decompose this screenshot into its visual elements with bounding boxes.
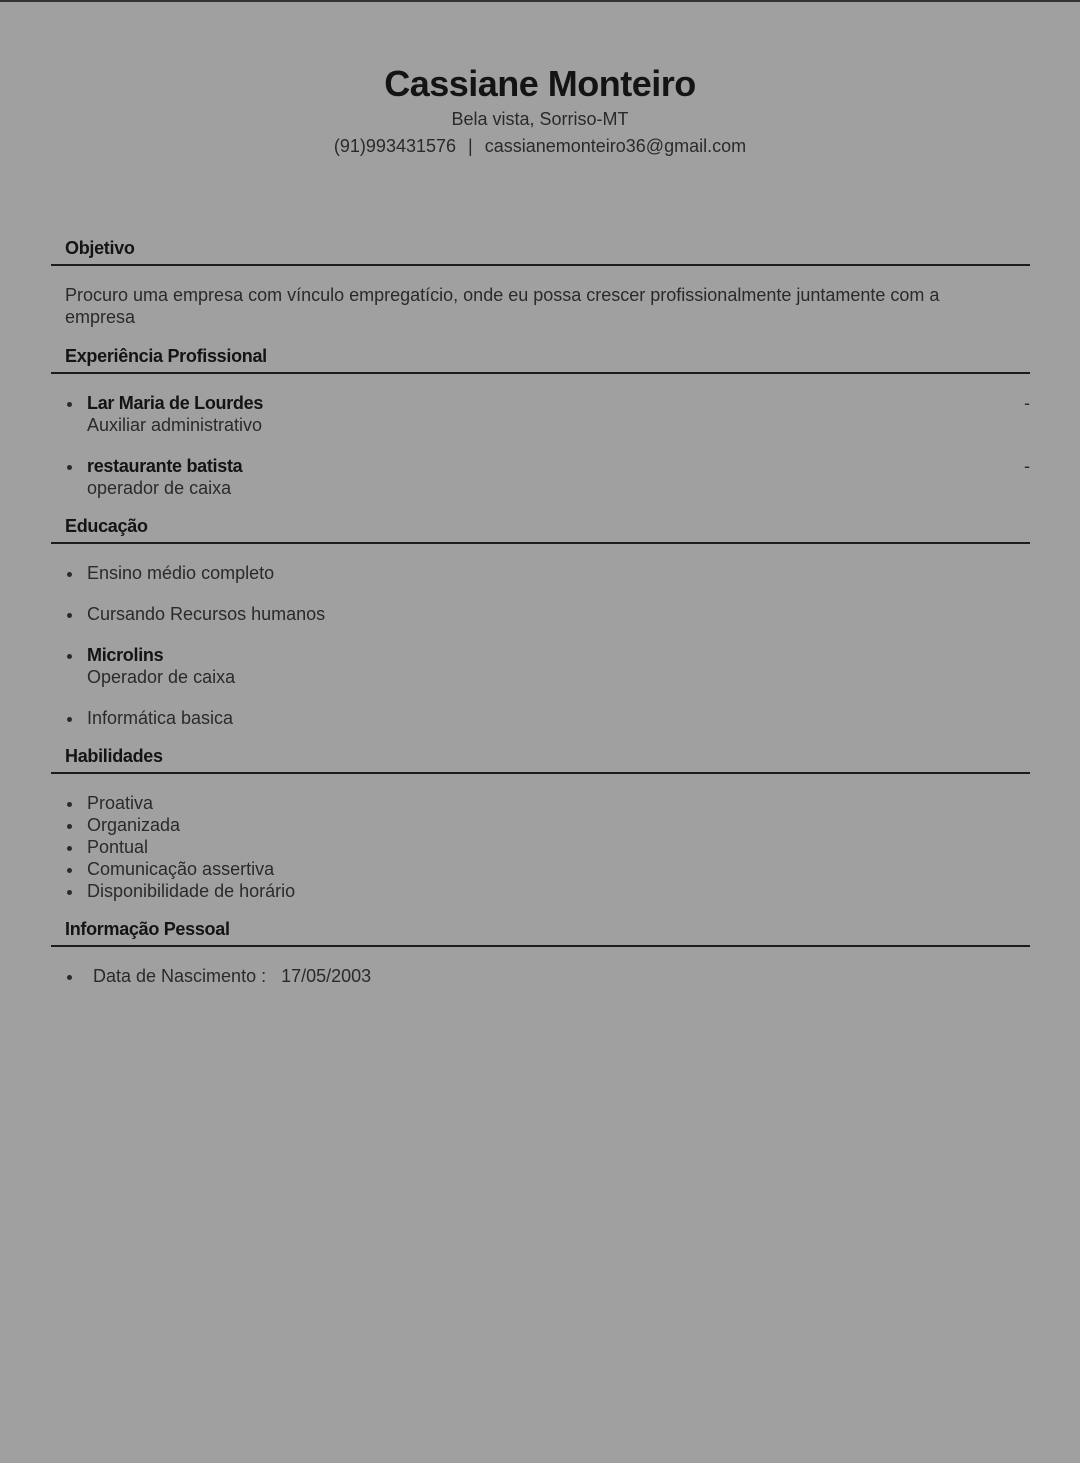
skill-text: Proativa [87, 793, 154, 813]
education-item [65, 562, 1030, 584]
skill-item [65, 858, 1030, 880]
bullet-icon [67, 654, 72, 659]
top-border [0, 0, 1080, 2]
skill-item [65, 814, 1030, 836]
email-address: cassianemonteiro36@gmail.com [484, 136, 747, 156]
section-title-experience: Experiência Profissional [51, 343, 1030, 374]
experience-item [65, 392, 1030, 436]
experience-section [51, 343, 1030, 499]
candidate-name: Cassiane Monteiro [384, 63, 696, 104]
objective-text: Procuro uma empresa com vínculo empregatício, onde eu possa crescer profissionalmente juntamente com a empresa [65, 285, 940, 327]
personal-info-section [51, 916, 1030, 987]
bullet-icon [67, 465, 72, 470]
bullet-icon [67, 868, 72, 873]
skills-section [51, 743, 1030, 902]
skill-item [65, 836, 1030, 858]
skill-text: Pontual [87, 837, 149, 857]
birthdate-label: Data de Nascimento : [93, 966, 267, 986]
experience-dates: - [1024, 456, 1030, 476]
experience-role: operador de caixa [87, 478, 232, 498]
experience-item [65, 455, 1030, 499]
section-title-objective: Objetivo [51, 235, 1030, 266]
experience-dates: - [1024, 393, 1030, 413]
education-item [65, 603, 1030, 625]
bullet-icon [67, 572, 72, 577]
bullet-icon [67, 613, 72, 618]
bullet-icon [67, 846, 72, 851]
skill-text: Comunicação assertiva [87, 859, 275, 879]
education-text: Ensino médio completo [87, 563, 275, 583]
resume-header [0, 62, 1080, 158]
experience-company: Lar Maria de Lourdes [87, 393, 264, 413]
skill-text: Organizada [87, 815, 181, 835]
section-title-skills: Habilidades [51, 743, 1030, 774]
education-section [51, 513, 1030, 729]
education-item [65, 707, 1030, 729]
education-text: Informática basica [87, 708, 234, 728]
education-item [65, 644, 1030, 688]
section-title-education: Educação [51, 513, 1030, 544]
skill-text: Disponibilidade de horário [87, 881, 296, 901]
experience-company: restaurante batista [87, 456, 243, 476]
bullet-icon [67, 890, 72, 895]
candidate-address: Bela vista, Sorriso-MT [451, 109, 629, 129]
personal-info-item [65, 965, 1030, 987]
education-title: Microlins [87, 645, 164, 665]
contact-separator: | [468, 136, 473, 156]
bullet-icon [67, 802, 72, 807]
objective-section [51, 235, 1030, 328]
skill-item [65, 792, 1030, 814]
bullet-icon [67, 824, 72, 829]
phone-number: (91)993431576 [333, 136, 457, 156]
education-text: Cursando Recursos humanos [87, 604, 326, 624]
skill-item [65, 880, 1030, 902]
bullet-icon [67, 402, 72, 407]
experience-role: Auxiliar administrativo [87, 415, 263, 435]
bullet-icon [67, 717, 72, 722]
contact-line [0, 134, 1080, 158]
bullet-icon [67, 975, 72, 980]
section-title-personal: Informação Pessoal [51, 916, 1030, 947]
education-text: Operador de caixa [87, 667, 236, 687]
birthdate-value: 17/05/2003 [281, 966, 372, 986]
